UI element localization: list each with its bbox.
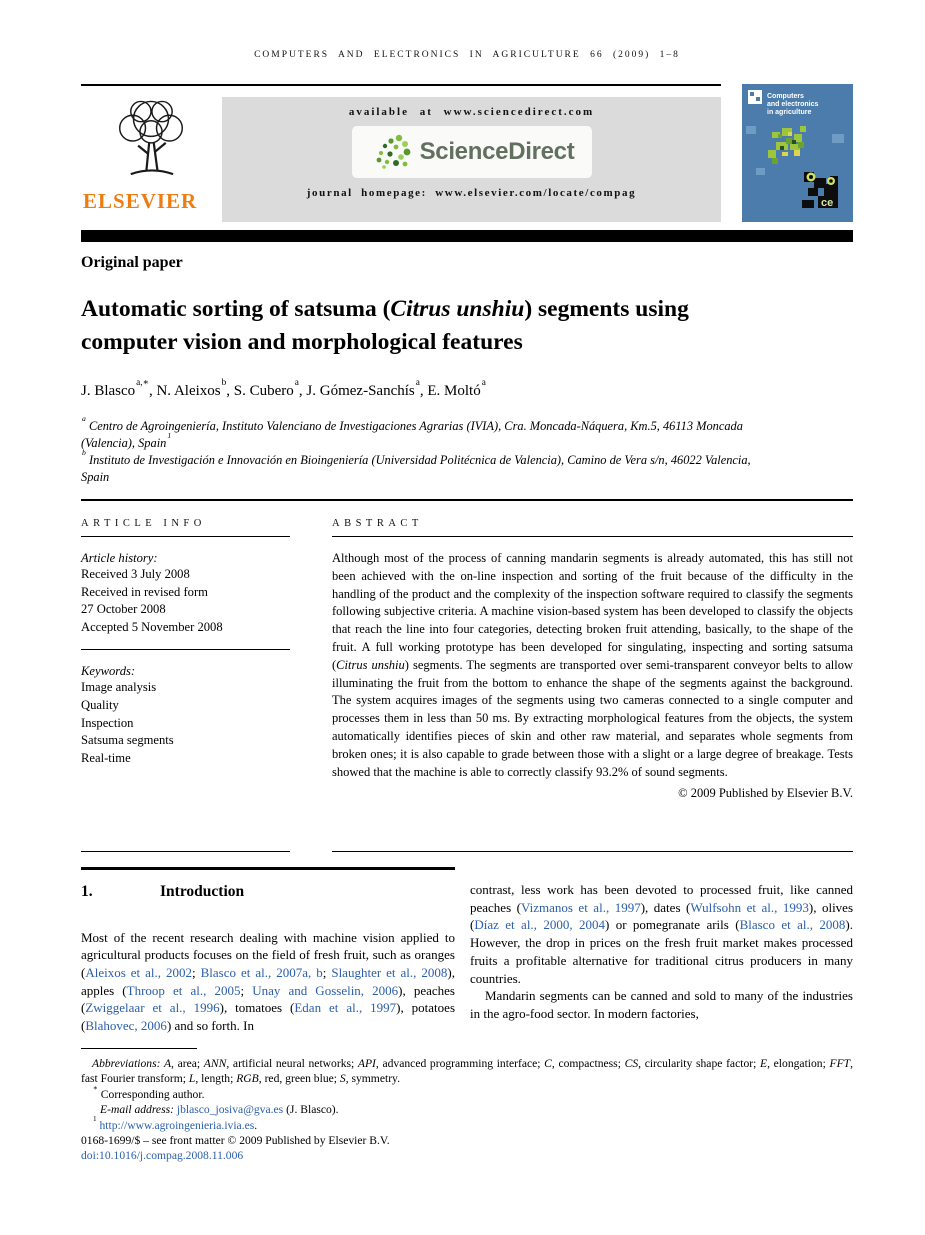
text-segment: Instituto de Investigación e Innovación en Bioingeniería (Universidad Politécnica de Valencia), Camino de Vera s/n, 46022 Valencia, Spain (81, 453, 751, 484)
footnote-separator (81, 1048, 197, 1049)
text-segment: , artificial neural networks; (226, 1057, 358, 1070)
rule (332, 536, 853, 537)
cover-title-line: in agriculture (767, 109, 812, 116)
cover-ce-logo: ce (821, 197, 834, 209)
article-type-label: Original paper (81, 254, 183, 271)
rule (81, 851, 290, 852)
text-segment: ), tomatoes ( (219, 1000, 295, 1016)
doi-line (81, 1148, 853, 1163)
text-segment: a (294, 377, 299, 388)
text-segment: , circularity shape factor; (638, 1057, 760, 1070)
text-segment: a,∗ (136, 377, 149, 388)
text-segment: ) and so forth. In (166, 1018, 254, 1034)
link[interactable]: Edan et al., 1997 (294, 1000, 397, 1016)
text-segment: ), peaches ( (81, 982, 455, 1016)
text-segment: , length; (195, 1072, 237, 1086)
divider-rule (81, 499, 853, 501)
abstract-text (332, 550, 853, 781)
text-segment: L (188, 1072, 196, 1086)
authors-line (81, 377, 853, 400)
text-segment: Centro de Agroingeniería, Instituto Valenciano de Investigaciones Agrarias (IVIA), Cra. Moncada-Náquera, Km.5, 46113 Moncada (Valencia), Spain (81, 419, 743, 450)
text-segment: Citrus unshiu (390, 296, 525, 322)
link[interactable]: Wulfsohn et al., 1993 (690, 899, 809, 915)
history-line: Received in revised form (81, 584, 208, 599)
text-segment: ANN (203, 1057, 227, 1070)
text-segment: C (544, 1057, 552, 1070)
rule (332, 851, 853, 852)
keyword-item: Real-time (81, 750, 131, 765)
link[interactable]: doi:10.1016/j.compag.2008.11.006 (81, 1149, 244, 1163)
text-segment: , advanced programming interface; (375, 1057, 545, 1070)
intro-paragraph-left (81, 929, 455, 1035)
text-segment: . (254, 1118, 258, 1132)
text-segment: 1 (93, 1114, 97, 1123)
link[interactable]: Unay and Gosselin, 2006 (252, 982, 399, 998)
journal-homepage-link[interactable]: journal homepage: www.elsevier.com/locate/compag (306, 187, 637, 199)
text-segment: , elongation; (767, 1057, 830, 1070)
text-segment: ), apples ( (81, 964, 455, 998)
text-segment: ; (322, 964, 332, 980)
link[interactable]: Blahovec, 2006 (85, 1018, 167, 1034)
text-segment: ) or pomegranate arils ( (604, 917, 740, 933)
section-heading (81, 883, 455, 902)
text-segment: FFT (829, 1057, 851, 1070)
keyword-item: Inspection (81, 715, 134, 730)
text-segment: ; (192, 964, 201, 980)
text-segment: a (481, 377, 486, 388)
link[interactable]: Throop et al., 2005 (126, 982, 241, 998)
affiliation-a (81, 414, 781, 452)
section-rule (81, 867, 455, 870)
link[interactable]: jblasco_josiva@gva.es (176, 1103, 284, 1117)
keyword-item: Image analysis (81, 680, 157, 695)
cover-title-line: Computers (767, 93, 804, 100)
text-segment: Abbreviations: (92, 1057, 164, 1070)
affiliation-b (81, 448, 781, 486)
text-segment: CS (624, 1057, 639, 1070)
copyright-line: © 2009 Published by Elsevier B.V. (678, 786, 853, 801)
text-segment: E (760, 1057, 768, 1070)
intro-paragraph-right-1 (470, 881, 853, 987)
section-number: 1. (81, 882, 93, 900)
sciencedirect-logo[interactable] (352, 126, 592, 178)
sciencedirect-wordmark: ScienceDirect (419, 138, 575, 165)
text-segment: , fast Fourier transform; (81, 1057, 854, 1086)
text-segment: Although most of the process of canning mandarin segments is already automated, this has still not been achieved with the on-line inspection and sorting of the fruit because of the difficulty in the handling of the product and the complexity of the inspection software required to classify the segments following subjective criteria. A machine vision-based system has been developed to classify the objects that reach the line into four categories, detecting broken fruit attending, basically, to the shape of the fruit. A full working prototype has been developed for singulating, inspecting and sorting satsuma ( (332, 551, 853, 672)
text-segment: E-mail address: (100, 1103, 177, 1117)
elsevier-logo (81, 95, 220, 222)
link[interactable]: Blasco et al., 2007a, b (200, 964, 323, 980)
article-title (81, 293, 741, 359)
text-segment: Corresponding author. (97, 1087, 205, 1101)
footnote-block (81, 1048, 853, 1164)
rule (81, 536, 290, 537)
abbreviations-note (81, 1056, 853, 1087)
text-segment: ), dates ( (640, 899, 691, 915)
text-segment: , compactness; (551, 1057, 625, 1070)
text-segment: Mandarin segments can be canned and sold to many of the industries in the agro-food sector. In modern factories, (470, 988, 853, 1021)
link[interactable]: Aleixos et al., 2002 (85, 964, 193, 980)
cover-title-line: and electronics (767, 101, 819, 108)
email-note (81, 1102, 853, 1117)
link[interactable]: Díaz et al., 2000, 2004 (474, 917, 605, 933)
text-segment: , S. Cubero (226, 383, 294, 399)
history-line: 27 October 2008 (81, 602, 166, 617)
article-info-heading: ARTICLE INFO (81, 518, 206, 529)
issn-line: 0168-1699/$ – see front matter © 2009 Published by Elsevier B.V. (81, 1134, 390, 1148)
text-segment: ), olives ( (470, 899, 854, 933)
elsevier-wordmark: ELSEVIER (83, 189, 198, 213)
link[interactable]: Blasco et al., 2008 (739, 917, 846, 933)
text-segment: a (415, 377, 420, 388)
website-note (81, 1114, 853, 1133)
header-rule (81, 84, 721, 86)
text-segment: contrast, less work has been devoted to processed fruit, like canned peaches ( (470, 882, 853, 915)
journal-citation-line: COMPUTERS AND ELECTRONICS IN AGRICULTURE 66 (2009) 1–8 (254, 50, 680, 60)
text-segment: A (163, 1057, 172, 1070)
link[interactable]: Vizmanos et al., 1997 (520, 899, 641, 915)
intro-paragraph-right-2 (470, 987, 853, 1022)
text-segment: , E. Moltó (419, 383, 481, 399)
text-segment: S (339, 1072, 346, 1086)
text-segment: b (82, 448, 86, 458)
article-info-panel (81, 518, 290, 852)
link[interactable]: http://www.agroingenieria.ivia.es (99, 1118, 255, 1132)
text-segment: ). However, the drop in prices on the fresh fruit market makes processed fruits a profitable alternative for traditional citrus producers in many countries. (470, 917, 853, 986)
keyword-item: Quality (81, 697, 119, 712)
text-segment: ; (240, 982, 253, 998)
text-segment: a (82, 414, 86, 424)
sciencedirect-banner (222, 97, 721, 222)
abstract-panel (332, 518, 853, 852)
article-history-label: Article history: (81, 551, 158, 565)
text-segment: , red, green blue; (258, 1072, 340, 1086)
article-header (81, 254, 853, 486)
text-segment: Most of the recent research dealing with machine vision applied to agricultural products focuses on the field of fresh fruit, such as oranges ( (81, 929, 455, 980)
text-segment: , N. Aleixos (148, 383, 221, 399)
available-at-link[interactable]: available at www.sciencedirect.com (348, 106, 595, 118)
text-segment: ∗ (93, 1083, 98, 1092)
link[interactable]: Slaughter et al., 2008 (331, 964, 448, 980)
elsevier-tree-icon (97, 95, 205, 187)
text-segment: , symmetry. (345, 1072, 400, 1086)
text-segment: API (357, 1057, 376, 1070)
text-segment: (J. Blasco). (283, 1103, 339, 1117)
keywords-label: Keywords: (81, 664, 136, 679)
keyword-item: Satsuma segments (81, 733, 174, 748)
sciencedirect-dots-icon (369, 132, 413, 172)
text-segment: , area; (171, 1057, 204, 1070)
text-segment: Automatic sorting of satsuma ( (81, 296, 391, 322)
text-segment: RGB (236, 1072, 259, 1086)
journal-cover-thumbnail (742, 84, 853, 222)
abstract-heading: ABSTRACT (332, 518, 423, 529)
rule (81, 649, 290, 650)
text-segment: Citrus unshiu (336, 657, 405, 672)
corresponding-author-note (81, 1083, 853, 1102)
text-segment: ) segments. The segments are transported over semi-transparent conveyor belts to allow illuminating the fruit from the bottom to enhance the shape of the segments against the background. The system acquires images of the segments using two cameras connected to a single computer and processes them in less than 50 ms. By extracting morphological features from the objects, the system automatically identifies pieces of skin and other raw material, and separates whole segments from broken ones; it is also capable to grade between those with a slight or a large degree of breakage. Tests showed that the machine is able to correctly classify 93.2% of sound segments. (332, 657, 853, 779)
history-line: Received 3 July 2008 (81, 567, 190, 581)
text-segment: 1 (167, 431, 172, 441)
intro-left-column (81, 867, 455, 1035)
text-segment: J. Blasco (81, 383, 136, 399)
link[interactable]: Zwiggelaar et al., 1996 (85, 1000, 220, 1016)
section-title: Introduction (160, 882, 245, 900)
text-segment: ), potatoes ( (81, 1000, 455, 1034)
text-segment: , J. Gómez-Sanchís (298, 383, 415, 399)
text-segment: b (221, 377, 227, 388)
text-segment: ) segments using computer vision and morphological features (81, 296, 689, 355)
history-line: Accepted 5 November 2008 (81, 619, 223, 634)
separator-bar (81, 230, 853, 242)
intro-right-column (470, 881, 853, 1023)
